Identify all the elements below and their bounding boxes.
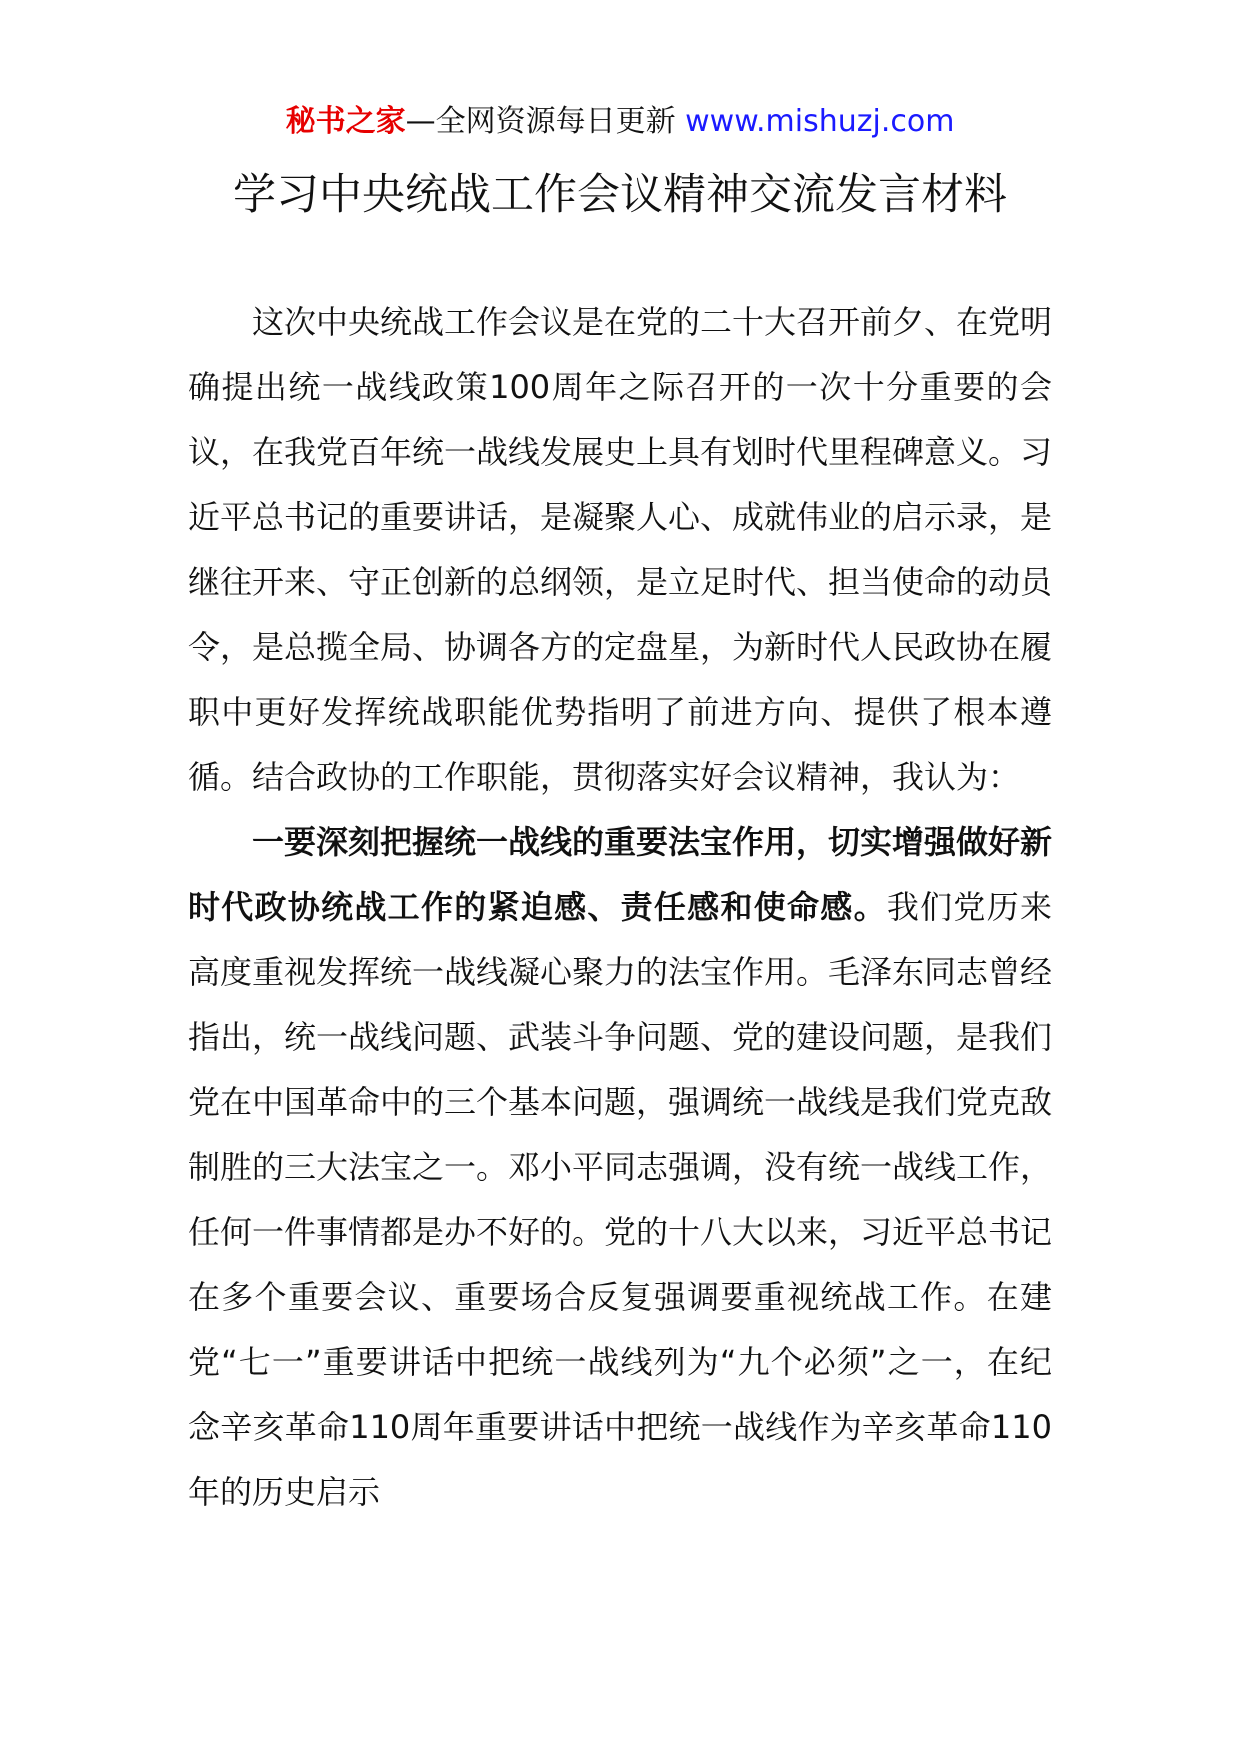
paragraph-lead-sentence: 一要深刻把握统一战线的重要法宝作用，切实增强做好新时代政协统战工作的紧迫感、责任感和使命感。 (188, 823, 1053, 926)
paragraph-body-text: 我们党历来高度重视发挥统一战线凝心聚力的法宝作用。毛泽东同志曾经指出，统一战线问题、武装斗争问题、党的建设问题，是我们党在中国革命中的三个基本问题，强调统一战线是我们党克敌制胜的三大法宝之一。邓小平同志强调，没有统一战线工作，任何一件事情都是办不好的。党的十八大以来，习近平总书记在多个重要会议、重要场合反复强调要重视统战工作。在建党“七一”重要讲话中把统一战线列为“九个必须”之一，在纪念辛亥革命110周年重要讲话中把统一战线作为辛亥革命110年的历史启示 (188, 888, 1053, 1511)
site-url-link[interactable]: www.mishuzj.com (685, 104, 955, 139)
brand-name: 秘书之家 (285, 104, 406, 139)
header-slogan: —全网资源每日更新 (405, 104, 676, 139)
site-header (0, 100, 1240, 144)
paragraph-intro: 这次中央统战工作会议是在党的二十大召开前夕、在党明确提出统一战线政策100周年之际召开的一次十分重要的会议，在我党百年统一战线发展史上具有划时代里程碑意义。习近平总书记的重要讲话，是凝聚人心、成就伟业的启示录，是继往开来、守正创新的总纲领，是立足时代、担当使命的动员令，是总揽全局、协调各方的定盘星，为新时代人民政协在履职中更好发挥统战职能优势指明了前进方向、提供了根本遵循。结合政协的工作职能，贯彻落实好会议精神，我认为： (188, 303, 1053, 796)
document-title: 学习中央统战工作会议精神交流发言材料 (233, 170, 1007, 220)
document-body (188, 290, 1052, 1525)
paragraph-point-one (188, 810, 1052, 1525)
